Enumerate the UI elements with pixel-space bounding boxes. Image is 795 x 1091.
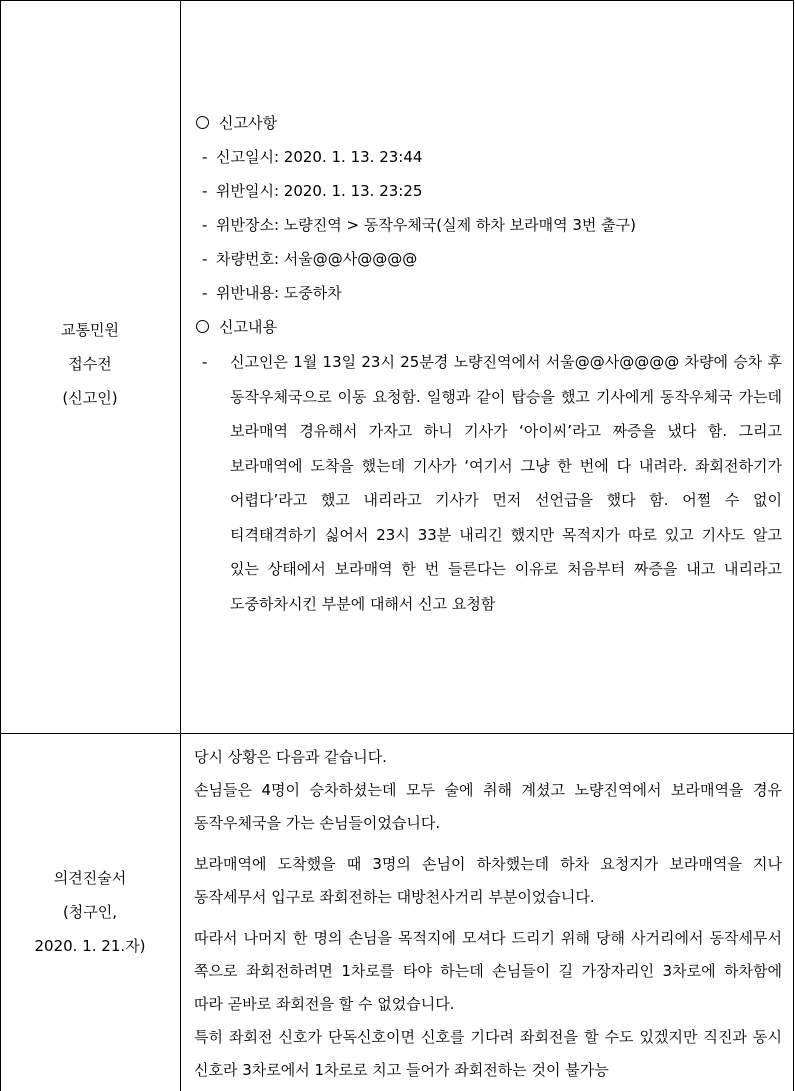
dash-bullet: -	[202, 148, 208, 166]
statement-paragraph: 손님들은 4명이 승차하셨는데 모두 술에 취해 계셨고 노량진역에서 보라매역을 경유 동작우체국을 가는 손님들이었습니다.	[194, 781, 782, 832]
list-item-text: 위반장소: 노량진역 > 동작우체국(실제 하차 보라매역 3번 출구)	[216, 216, 637, 234]
circle-bullet-icon	[196, 116, 209, 129]
row1-label-line: 접수전	[68, 355, 112, 373]
list-item-text: 신고일시: 2020. 1. 13. 23:44	[216, 148, 423, 166]
dash-bullet: -	[202, 284, 208, 302]
statement-paragraph: 특히 좌회전 신호가 단독신호이면 신호를 기다려 좌회전을 할 수도 있겠지만 직진과 동시 신호라 3차로에서 1차로로 치고 들어가 좌회전하는 것이 불가능	[194, 1028, 782, 1079]
report-paragraph-text: 신고인은 1월 13일 23시 25분경 노량진역에서 서울@@사@@@@ 차량에 승차 후 동작우체국으로 이동 요청함. 일행과 같이 탑승을 했고 기사에게 동작우체국 가는데 보라매역 경유해서 가자고 하니 기사가 ‘아이씨’라고 짜증을 냈다 함. 그리고 보라매역에 도착을 했는데 기사가 ‘여기서 그냥 한 번에 다 내려라. 좌회전하기가 어렵다’라고 했고 내리라고 기사가 먼저 선언급을 했다 함. 어쩔 수 없이 티격태격하기 싫어서 23시 33분 내리긴 했지만 목적지가 따로 있고 기사도 알고 있는 상태에서 보라매역 한 번 들른다는 이유로 처음부터 짜증을 내고 내리라고 도중하차시킨 부분에 대해서 신고 요청함	[230, 353, 782, 613]
section-heading-text: 신고사항	[219, 114, 277, 132]
list-item	[194, 276, 782, 310]
dash-bullet: -	[202, 353, 208, 371]
list-item-text: 위반내용: 도중하차	[216, 284, 342, 302]
statement-paragraph: 따라서 나머지 한 명의 손님을 목적지에 모셔다 드리기 위해 당해 사거리에서 동작세무서 쪽으로 좌회전하려면 1차로를 타야 하는데 손님들이 길 가장자리인 3차로에 하차함에 따라 곧바로 좌회전을 할 수 없었습니다.	[194, 929, 782, 1013]
row2-label-line: 의견진술서	[53, 869, 127, 887]
list-item-text: 차량번호: 서울@@사@@@@	[216, 250, 418, 268]
row1-label-line: (신고인)	[62, 389, 118, 407]
list-item	[194, 242, 782, 276]
row-divider	[0, 733, 794, 734]
circle-bullet-icon	[196, 320, 209, 333]
report-paragraph	[194, 345, 782, 621]
row1-content	[194, 106, 782, 621]
list-item	[194, 174, 782, 208]
list-item-text: 위반일시: 2020. 1. 13. 23:25	[216, 182, 423, 200]
list-item	[194, 140, 782, 174]
row1-label	[0, 313, 180, 415]
row1-label-line: 교통민원	[61, 321, 119, 339]
row2-label	[0, 861, 180, 963]
row2-label-line: (청구인,	[62, 903, 118, 921]
section-heading	[194, 310, 782, 344]
list-item	[194, 208, 782, 242]
section-heading	[194, 106, 782, 140]
dash-bullet: -	[202, 216, 208, 234]
dash-bullet: -	[202, 182, 208, 200]
column-divider	[180, 0, 181, 1091]
section-heading-text: 신고내용	[219, 318, 277, 336]
statement-paragraph: 당시 상황은 다음과 같습니다.	[194, 748, 387, 766]
row2-label-line: 2020. 1. 21.자)	[34, 937, 146, 955]
dash-bullet: -	[202, 250, 208, 268]
statement-paragraph: 보라매역에 도착했을 때 3명의 손님이 하차했는데 하차 요청지가 보라매역을 지나 동작세무서 입구로 좌회전하는 대방천사거리 부분이었습니다.	[194, 855, 782, 906]
row2-content	[194, 741, 782, 1087]
